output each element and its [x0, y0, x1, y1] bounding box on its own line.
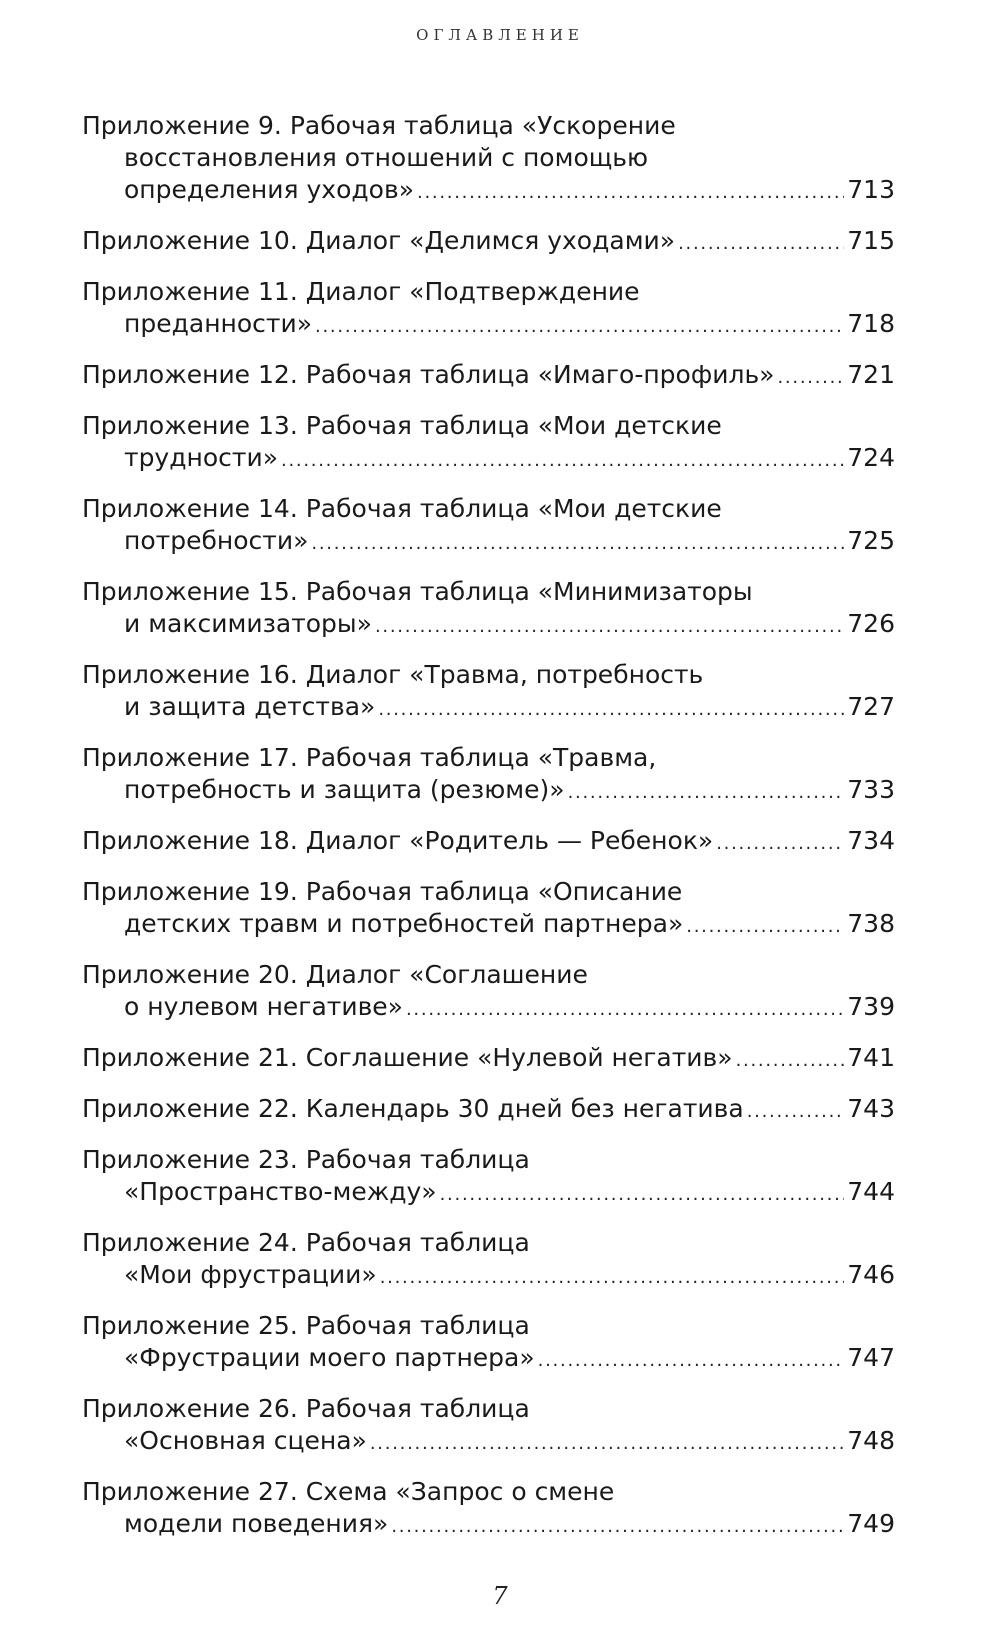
toc-entry-page-number: 724: [847, 443, 895, 472]
toc-entry-title-line: «Мои фрустрации»: [124, 1260, 377, 1289]
dot-leader: [686, 911, 844, 943]
toc-entry-leader-line: [82, 308, 895, 343]
toc-entry: [82, 742, 895, 809]
dot-leader: [391, 1511, 844, 1543]
toc-entry: [82, 1310, 895, 1377]
toc-entry-title-line: «Пространство-между»: [124, 1177, 437, 1206]
toc-entry-title-line: определения уходов»: [124, 175, 414, 204]
toc-entry-leader-line: [82, 442, 895, 477]
toc-entry-leader-line: [82, 1342, 895, 1377]
toc-entry-title-line: Приложение 16. Диалог «Травма, потребность: [82, 660, 704, 689]
toc-entry: [82, 876, 895, 943]
toc-entry: [82, 959, 895, 1026]
dot-leader: [281, 445, 844, 477]
toc-entry-page-number: 727: [847, 692, 895, 721]
toc-entry-title-line: Приложение 17. Рабочая таблица «Травма,: [82, 743, 657, 772]
dot-leader: [380, 1262, 845, 1294]
toc-entry-leader-line: [82, 774, 895, 809]
dot-leader: [417, 177, 844, 209]
dot-leader: [777, 362, 844, 394]
toc-entry-title-line: трудности»: [124, 443, 279, 472]
toc-entry: [82, 1393, 895, 1460]
toc-entry-leader-line: [82, 174, 895, 209]
toc-entry-page-number: 747: [847, 1343, 895, 1372]
toc-entry-leader-line: [82, 991, 895, 1026]
toc-entry-leader-line: [82, 1259, 895, 1294]
dot-leader: [716, 828, 844, 860]
toc-entry-title-line: модели поведения»: [124, 1509, 389, 1538]
toc-entry-leader-line: [82, 525, 895, 560]
toc-entry-leader-line: [82, 825, 895, 860]
dot-leader: [406, 994, 844, 1026]
toc-entry-title-line: восстановления отношений с помощью: [124, 143, 649, 172]
toc-entry: [82, 225, 895, 260]
toc-entry-title-line: «Основная сцена»: [124, 1426, 367, 1455]
toc-entry-leader-line: [82, 608, 895, 643]
toc-entry-page-number: 741: [847, 1043, 895, 1072]
toc-entry-title-line: Приложение 20. Диалог «Соглашение: [82, 960, 588, 989]
toc-entry: [82, 493, 895, 560]
toc-entry-title-line: детских травм и потребностей партнера»: [124, 909, 684, 938]
toc-entry-page-number: 726: [847, 609, 895, 638]
toc-entry-title-line: Приложение 27. Схема «Запрос о смене: [82, 1477, 615, 1506]
toc-entry-title-line: Приложение 9. Рабочая таблица «Ускорение: [82, 111, 676, 140]
toc-entry-page-number: 718: [847, 309, 895, 338]
toc-entry-title-line: Приложение 14. Рабочая таблица «Мои детские: [82, 494, 722, 523]
toc-entry-leader-line: [82, 1093, 895, 1128]
toc-entry-title-line: Приложение 12. Рабочая таблица «Имаго-профиль»: [82, 360, 775, 389]
toc-entry-title-line: Приложение 18. Диалог «Родитель — Ребенок»: [82, 826, 714, 855]
toc-entry-page-number: 734: [847, 826, 895, 855]
toc-entry-leader-line: [82, 1176, 895, 1211]
page-number: 7: [492, 1582, 508, 1610]
toc-entry-title-line: о нулевом негативе»: [124, 992, 403, 1021]
table-of-contents: [82, 110, 895, 1559]
toc-entry-leader-line: [82, 691, 895, 726]
toc-entry-title-line: Приложение 22. Календарь 30 дней без негатива: [82, 1094, 744, 1123]
toc-entry-page-number: 713: [847, 175, 895, 204]
toc-entry-title-line: Приложение 26. Рабочая таблица: [82, 1394, 530, 1423]
toc-entry-title-line: Приложение 15. Рабочая таблица «Минимизаторы: [82, 577, 753, 606]
toc-entry-page-number: 733: [847, 775, 895, 804]
dot-leader: [440, 1179, 845, 1211]
running-head: ОГЛАВЛЕНИЕ: [416, 26, 584, 44]
toc-entry-leader-line: [82, 359, 895, 394]
toc-entry: [82, 1093, 895, 1128]
toc-entry-title-line: преданности»: [124, 309, 313, 338]
toc-entry-leader-line: [82, 1042, 895, 1077]
toc-entry-title-line: Приложение 19. Рабочая таблица «Описание: [82, 877, 683, 906]
toc-entry-title-line: и максимизаторы»: [124, 609, 372, 638]
toc-entry-title-line: потребность и защита (резюме)»: [124, 775, 565, 804]
toc-entry-page-number: 748: [847, 1426, 895, 1455]
toc-entry-page-number: 746: [847, 1260, 895, 1289]
toc-entry-title-line: и защита детства»: [124, 692, 376, 721]
toc-entry-page-number: 725: [847, 526, 895, 555]
toc-entry: [82, 1042, 895, 1077]
toc-entry-page-number: 721: [847, 360, 895, 389]
toc-entry: [82, 1144, 895, 1211]
dot-leader: [378, 694, 844, 726]
toc-entry: [82, 410, 895, 477]
toc-entry-title-line: Приложение 13. Рабочая таблица «Мои детские: [82, 411, 722, 440]
dot-leader: [568, 777, 845, 809]
dot-leader: [736, 1045, 845, 1077]
toc-entry-page-number: 738: [847, 909, 895, 938]
toc-entry: [82, 276, 895, 343]
toc-entry-leader-line: [82, 225, 895, 260]
toc-entry-title-line: потребности»: [124, 526, 309, 555]
toc-entry-page-number: 749: [847, 1509, 895, 1538]
toc-entry: [82, 1476, 895, 1543]
dot-leader: [747, 1096, 845, 1128]
toc-entry-page-number: 715: [847, 226, 895, 255]
toc-entry-title-line: Приложение 24. Рабочая таблица: [82, 1228, 530, 1257]
toc-entry-leader-line: [82, 908, 895, 943]
dot-leader: [311, 528, 844, 560]
toc-entry: [82, 825, 895, 860]
toc-entry-page-number: 739: [847, 992, 895, 1021]
dot-leader: [678, 228, 844, 260]
toc-entry-title-line: Приложение 21. Соглашение «Нулевой негатив»: [82, 1043, 733, 1072]
dot-leader: [375, 611, 844, 643]
toc-entry: [82, 659, 895, 726]
toc-entry-page-number: 744: [847, 1177, 895, 1206]
toc-entry: [82, 1227, 895, 1294]
toc-entry-title-line: Приложение 23. Рабочая таблица: [82, 1145, 530, 1174]
dot-leader: [538, 1345, 845, 1377]
dot-leader: [370, 1428, 844, 1460]
toc-entry: [82, 576, 895, 643]
toc-entry-title-line: Приложение 25. Рабочая таблица: [82, 1311, 530, 1340]
toc-entry: [82, 110, 895, 209]
dot-leader: [315, 311, 844, 343]
toc-entry: [82, 359, 895, 394]
toc-entry-leader-line: [82, 1508, 895, 1543]
toc-entry-title-line: Приложение 10. Диалог «Делимся уходами»: [82, 226, 676, 255]
toc-entry-leader-line: [82, 1425, 895, 1460]
toc-entry-page-number: 743: [847, 1094, 895, 1123]
toc-entry-title-line: Приложение 11. Диалог «Подтверждение: [82, 277, 640, 306]
toc-entry-title-line: «Фрустрации моего партнера»: [124, 1343, 535, 1372]
